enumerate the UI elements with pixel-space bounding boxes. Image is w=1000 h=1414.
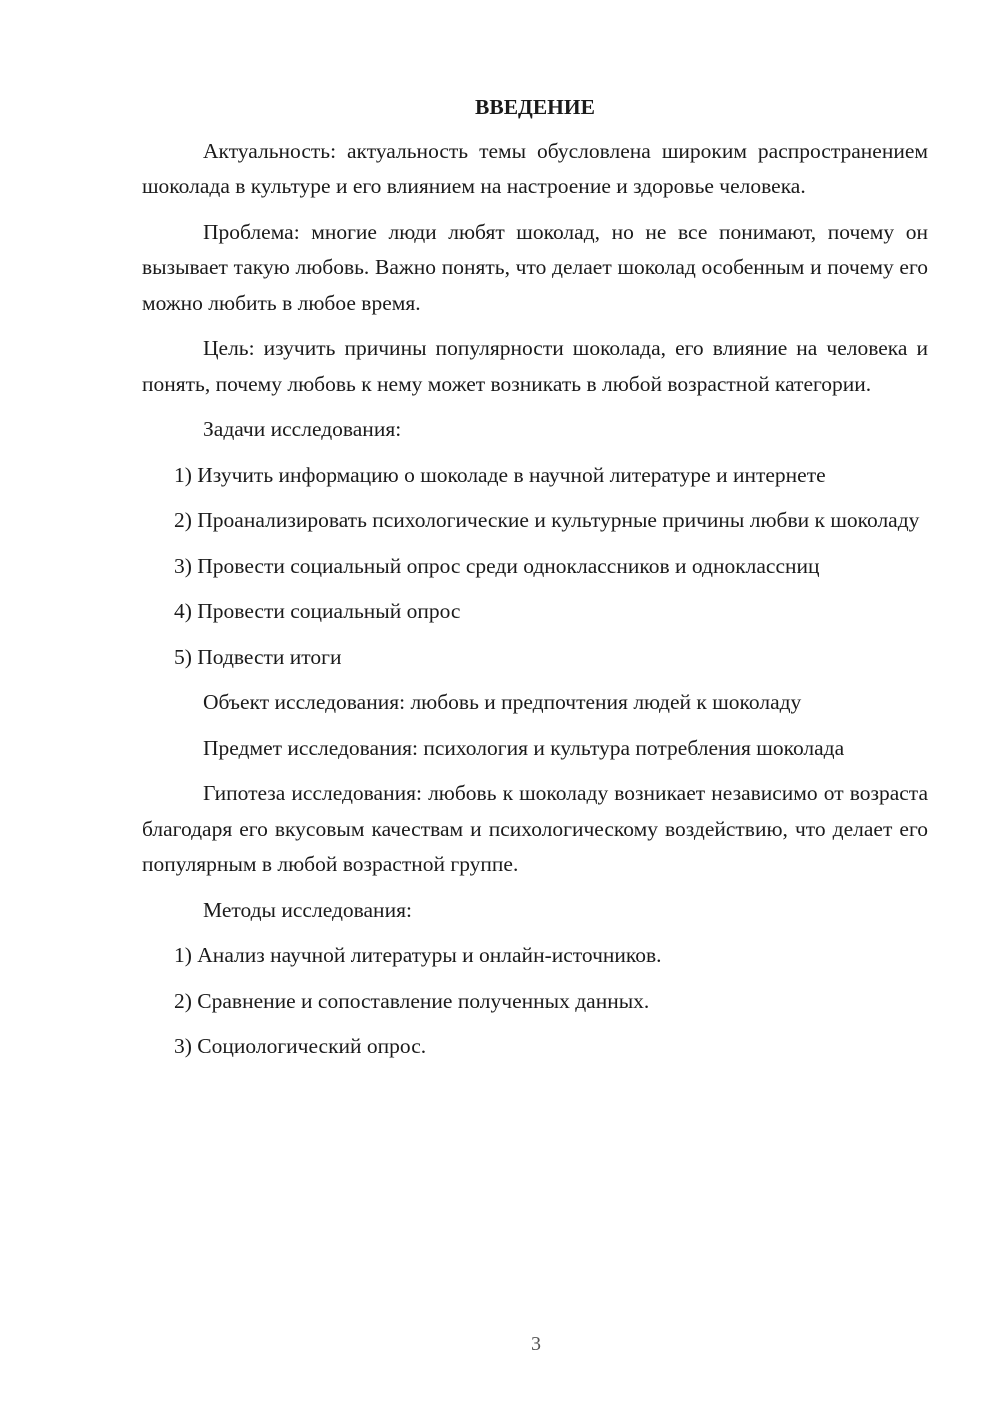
method-item-3: 3) Социологический опрос. [174,1034,427,1058]
task-item-2: 2) Проанализировать психологические и культурные причины любви к шоколаду [174,508,920,532]
goal-paragraph: Цель: изучить причины популярности шоколада, его влияние на человека и понять, почему любовь к нему может возникать в любой возрастной категории. [142,336,928,396]
tasks-heading: Задачи исследования: [203,417,402,441]
relevance-paragraph: Актуальность: актуальность темы обусловлена широким распространением шоколада в культуре и его влиянием на настроение и здоровье человека. [142,138,928,198]
page-number: 3 [531,1333,541,1355]
task-item-1: 1) Изучить информацию о шоколаде в научной литературе и интернете [174,462,826,487]
task-item-3: 3) Провести социальный опрос среди одноклассников и одноклассниц [174,553,820,578]
method-item-2: 2) Сравнение и сопоставление полученных данных. [174,988,650,1013]
page-title: ВВЕДЕНИЕ [475,95,595,119]
problem-paragraph: Проблема: многие люди любят шоколад, но не все понимают, почему он вызывает такую любовь. Важно понять, что делает шоколад особенным и почему его можно любить в любое время. [142,219,928,315]
task-item-4: 4) Провести социальный опрос [174,599,461,623]
document-page [142,90,928,1075]
object-paragraph: Объект исследования: любовь и предпочтения людей к шоколаду [203,690,802,714]
method-item-1: 1) Анализ научной литературы и онлайн-источников. [174,943,662,967]
subject-paragraph: Предмет исследования: психология и культура потребления шоколада [203,735,845,760]
task-item-5: 5) Подвести итоги [174,644,342,669]
methods-heading: Методы исследования: [203,897,412,922]
hypothesis-paragraph: Гипотеза исследования: любовь к шоколаду возникает независимо от возраста благодаря его вкусовым качествам и психологическому воздействию, что делает его популярным в любой возрастной группе. [142,781,928,876]
